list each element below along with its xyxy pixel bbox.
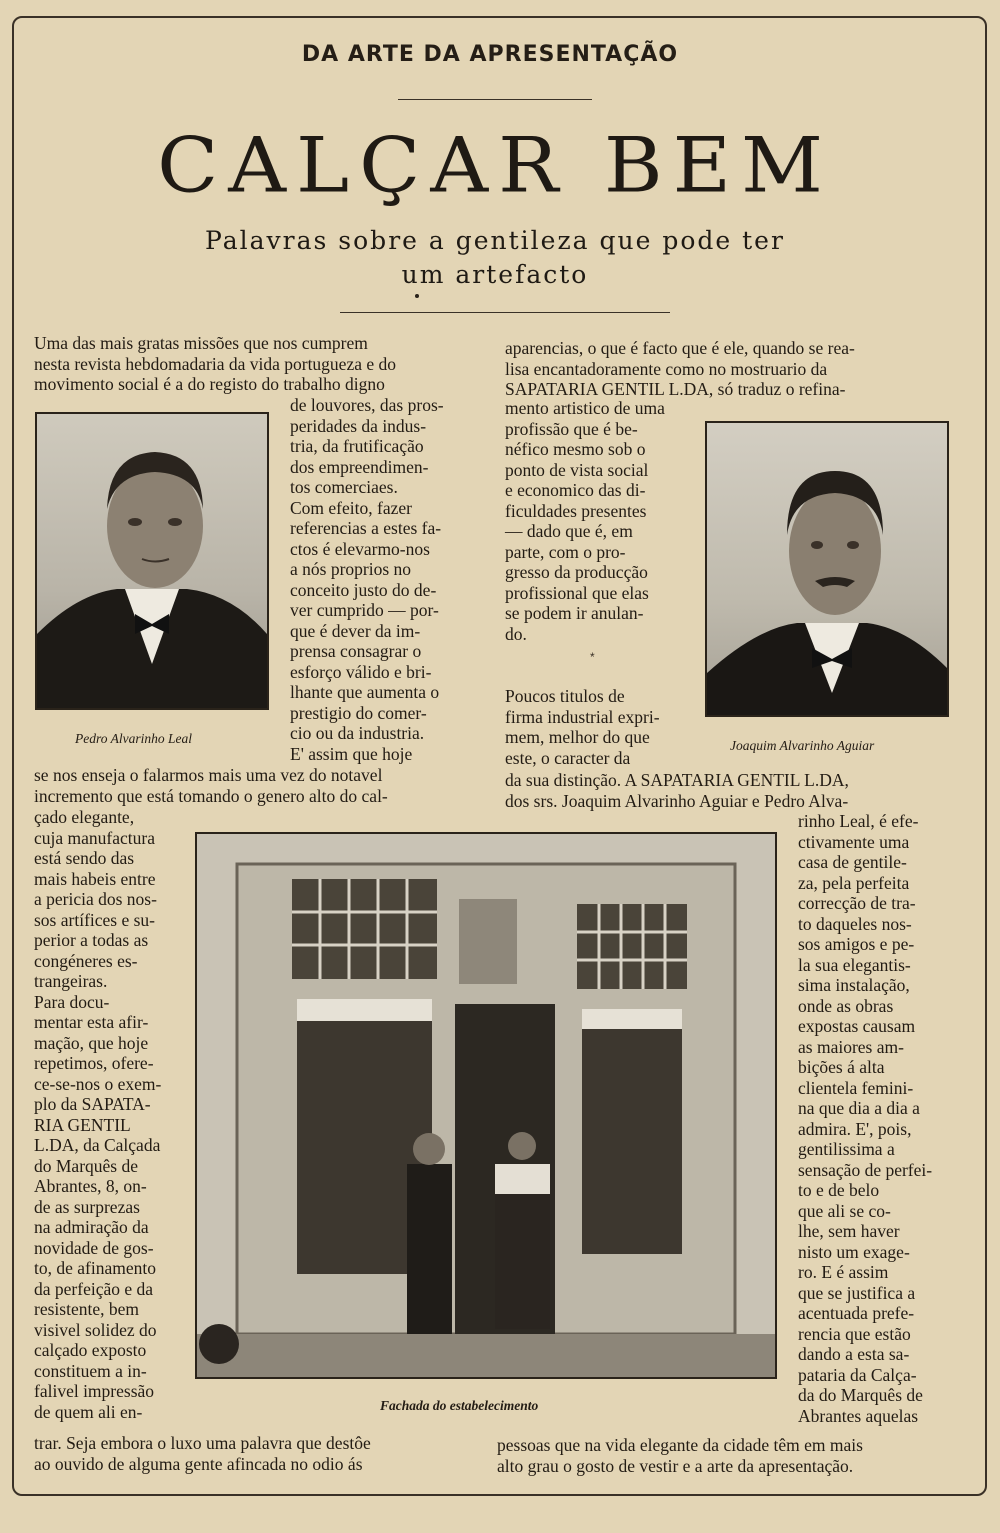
text-line: expostas causam <box>798 1016 916 1036</box>
text-line: pessoas que na vida elegante da cidade têm em mais <box>497 1435 863 1455</box>
portrait-photo-joaquim <box>705 421 949 717</box>
subhead-line: um artefacto <box>401 260 589 289</box>
col1-top-text <box>34 333 470 395</box>
col2-bottom-text <box>497 1435 948 1476</box>
text-line: profissão que é be- <box>505 418 638 439</box>
portrait-photo-pedro <box>35 412 269 710</box>
text-line: rencia que estão <box>798 1323 911 1344</box>
text-line: onde as obras <box>798 995 894 1016</box>
text-line: prestigio do comer- <box>290 702 427 723</box>
text-line: nesta revista hebdomadaria da vida portugueza e do <box>34 353 397 374</box>
text-line: movimento social é a do registo do trabalho digno <box>34 374 385 394</box>
text-line: mentar esta afir- <box>34 1012 149 1032</box>
text-line: gresso da producção <box>505 562 648 582</box>
facade-illustration <box>197 834 775 1377</box>
text-line: za, pela perfeita <box>798 872 910 893</box>
text-line: conceito justo do de- <box>290 579 437 600</box>
text-line: nisto um exage- <box>798 1241 910 1262</box>
text-line: trar. Seja embora o luxo uma palavra que destôe <box>34 1433 371 1453</box>
text-line: aparencias, o que é facto que é ele, quando se rea- <box>505 338 855 358</box>
text-line: a pericia dos nos- <box>34 889 157 909</box>
text-line: constituem a in- <box>34 1360 147 1381</box>
text-line: da perfeição e da <box>34 1278 154 1299</box>
portrait-illustration <box>707 423 947 715</box>
text-line: gentilissima a <box>798 1139 895 1159</box>
text-line: de as surprezas <box>34 1196 140 1217</box>
text-line: — dado que é, em <box>505 521 633 541</box>
text-line: de quem ali en- <box>34 1401 143 1422</box>
text-line: firma industrial expri- <box>505 706 660 727</box>
text-line: çado elegante, <box>34 807 135 827</box>
text-line: esforço válido e bri- <box>290 661 432 682</box>
section-kicker: DA ARTE DA APRESENTAÇÃO <box>301 42 679 67</box>
text-line: la sua elegantis- <box>798 954 911 975</box>
text-line: clientela femini- <box>798 1077 914 1098</box>
text-line: do. <box>505 623 527 644</box>
text-line: to e de belo <box>798 1180 880 1200</box>
text-line: dos srs. Joaquim Alvarinho Aguiar e Pedro Alva- <box>505 790 849 811</box>
text-line: correcção de tra- <box>798 893 916 913</box>
text-line: congéneres es- <box>34 950 138 971</box>
text-line: pataria da Calça- <box>798 1364 917 1385</box>
text-line: Poucos titulos de <box>505 686 625 706</box>
text-line: Com efeito, fazer <box>290 497 412 518</box>
text-line: de louvores, das pros- <box>290 395 444 415</box>
text-line: referencias a estes fa- <box>290 518 442 538</box>
text-line: profissional que elas <box>505 582 649 603</box>
text-line: sima instalação, <box>798 975 910 995</box>
text-line: to, de afinamento <box>34 1258 156 1278</box>
text-line: a nós proprios no <box>290 559 412 579</box>
text-line: e economico das di- <box>505 480 646 500</box>
text-line: da do Marquês de <box>798 1385 923 1405</box>
text-line: to daqueles nos- <box>798 913 912 934</box>
text-line: RIA GENTIL <box>34 1114 131 1135</box>
text-line: visivel solidez do <box>34 1319 157 1340</box>
text-line: dando a esta sa- <box>798 1344 910 1364</box>
col2-after-star-text <box>505 686 687 768</box>
text-line: sensação de perfei- <box>798 1159 933 1180</box>
text-line: sos artífices e su- <box>34 909 156 930</box>
subheadline <box>60 224 930 292</box>
text-line: resistente, bem <box>34 1299 139 1319</box>
col1-narrow-text <box>34 807 172 1422</box>
text-line: Abrantes aquelas <box>798 1405 919 1426</box>
text-line: incremento que está tomando o genero alto do cal- <box>34 785 388 806</box>
portrait-illustration <box>37 414 267 708</box>
caption-pedro: Pedro Alvarinho Leal <box>75 731 192 746</box>
col1-full-text <box>34 765 470 806</box>
text-line: da sua distinção. A SAPATARIA GENTIL L.DA, <box>505 770 849 790</box>
text-line: lhe, sem haver <box>798 1221 900 1241</box>
text-line: ponto de vista social <box>505 459 649 480</box>
text-line: E' assim que hoje <box>290 743 413 764</box>
text-line: as maiores am- <box>798 1036 904 1057</box>
col2-beside-photo-text <box>505 398 687 644</box>
text-line: alto grau o gosto de vestir e a arte da apresentação. <box>497 1455 854 1476</box>
text-line: calçado exposto <box>34 1340 147 1360</box>
text-line: Abrantes, 8, on- <box>34 1176 147 1196</box>
subhead-line: Palavras sobre a gentileza que pode ter <box>205 226 785 255</box>
text-line: trangeiras. <box>34 971 108 991</box>
col2-narrow-text <box>798 811 948 1426</box>
text-line: na que dia a dia a <box>798 1098 920 1118</box>
text-line: admira. E', pois, <box>798 1118 912 1139</box>
text-line: ce-se-nos o exem- <box>34 1073 162 1094</box>
text-line: dos empreendimen- <box>290 456 429 477</box>
text-line: lisa encantadoramente como no mostruario da <box>505 358 828 379</box>
text-line: repetimos, ofere- <box>34 1053 154 1073</box>
shop-facade-photo <box>195 832 777 1379</box>
text-line: L.DA, da Calçada <box>34 1135 161 1155</box>
text-line: mais habeis entre <box>34 868 156 889</box>
text-line: casa de gentile- <box>798 852 907 872</box>
col1-beside-photo-text <box>290 395 470 764</box>
text-line: néfico mesmo sob o <box>505 439 646 459</box>
text-line: este, o caracter da <box>505 747 631 768</box>
text-line: ro. E é assim <box>798 1262 889 1282</box>
text-line: que ali se co- <box>798 1200 891 1221</box>
text-line: peridades da indus- <box>290 415 427 436</box>
text-line: que é dever da im- <box>290 620 421 641</box>
text-line: tos comerciaes. <box>290 477 398 497</box>
text-line: lhante que aumenta o <box>290 682 440 702</box>
text-line: falivel impressão <box>34 1381 155 1401</box>
col1-bottom-text <box>34 1433 470 1474</box>
subhead-rule <box>340 312 670 313</box>
text-line: novidade de gos- <box>34 1237 154 1258</box>
text-line: cuja manufactura <box>34 827 155 848</box>
text-line: mação, que hoje <box>34 1032 149 1053</box>
text-line: tria, da frutificação <box>290 436 424 456</box>
text-line: ficuldades presentes <box>505 500 647 521</box>
text-line: na admiração da <box>34 1217 149 1237</box>
text-line: ao ouvido de alguma gente afincada no odio ás <box>34 1453 363 1474</box>
text-line: rinho Leal, é efe- <box>798 811 919 831</box>
text-line: Para docu- <box>34 991 110 1012</box>
text-line: cio ou da industria. <box>290 723 425 743</box>
kicker-rule <box>398 99 592 100</box>
text-line: ver cumprido — por- <box>290 600 439 620</box>
caption-joaquim: Joaquim Alvarinho Aguiar <box>730 738 875 753</box>
text-line: acentuada prefe- <box>798 1303 915 1323</box>
caption-facade: Fachada do estabelecimento <box>380 1398 539 1413</box>
text-line: bições á alta <box>798 1057 885 1077</box>
text-line: ctos é elevarmo-nos <box>290 538 430 559</box>
text-line: ctivamente uma <box>798 831 910 852</box>
text-line: do Marquês de <box>34 1155 139 1176</box>
col2-full-text <box>505 770 948 811</box>
text-line: Uma das mais gratas missões que nos cumprem <box>34 333 368 353</box>
title-dot <box>415 294 419 298</box>
text-line: sos amigos e pe- <box>798 934 915 954</box>
text-line: perior a todas as <box>34 930 149 950</box>
col2-top-text <box>505 338 953 400</box>
text-line: está sendo das <box>34 848 135 868</box>
headline: CALÇAR BEM <box>157 121 833 210</box>
text-line: que se justifica a <box>798 1282 916 1303</box>
text-line: mem, melhor do que <box>505 727 650 747</box>
text-line: plo da SAPATA- <box>34 1094 151 1114</box>
text-line: se nos enseja o falarmos mais uma vez do notavel <box>34 765 383 785</box>
text-line: mento artistico de uma <box>505 398 665 418</box>
text-line: parte, com o pro- <box>505 541 626 562</box>
text-line: SAPATARIA GENTIL L.DA, só traduz o refina- <box>505 379 846 399</box>
separator-star: * <box>590 650 595 664</box>
text-line: prensa consagrar o <box>290 641 422 661</box>
text-line: se podem ir anulan- <box>505 603 644 623</box>
